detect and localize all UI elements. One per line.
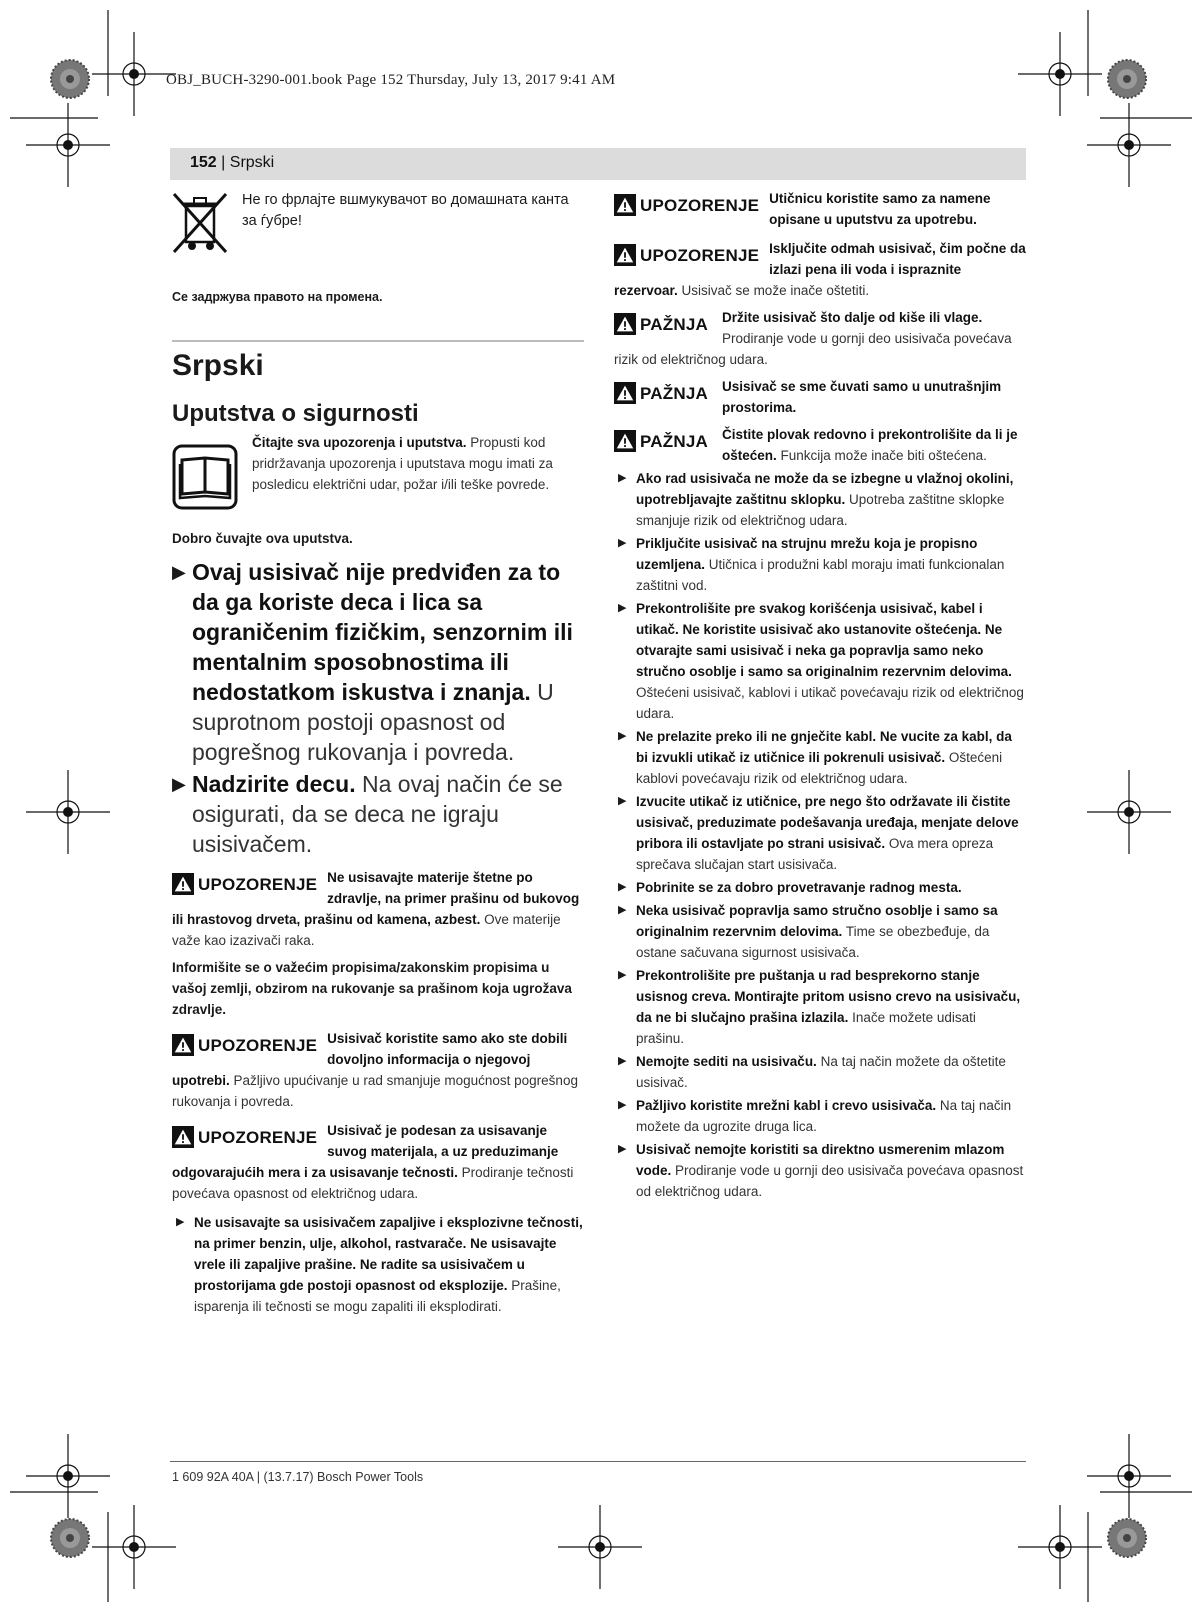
bullet-arrow-icon: ▶ [618, 904, 627, 916]
bullet-item: ▶ Ako rad usisivača ne može da se izbegne u vlažnoj okolini, upotrebljavajte zaštitnu sklopku. Upotreba zaštitne sklopke smanjuje rizik od električnog udara. [614, 468, 1026, 531]
warning-triangle-icon [172, 873, 194, 895]
warning-foam: UPOZORENJE Isključite odmah usisivač, čim počne da izlazi pena ili voda i ispraznite rezervoar. Usisivač se može inače oštetiti. [614, 241, 1026, 298]
safety-title: Uputstva o sigurnosti [172, 400, 419, 427]
page-section: Srpski [229, 154, 275, 171]
big-bullet-children: ▶ Ovaj usisivač nije predviđen za to da ga koriste deca i lica sa ograničenim fizičkim, senzornim ili mentalnim sposobnostima ili nedostatkom iskustva i znanja. U suprotnom postoji opasnost od pogrešnog rukovanja i povreda. [172, 559, 573, 765]
warning-socket: UPOZORENJE Utičnicu koristite samo za namene opisane u uputstvu za upotrebu. [614, 188, 1026, 230]
bullet-arrow-icon: ▶ [618, 602, 627, 614]
bullet-item: ▶ Usisivač nemojte koristiti sa direktno usmerenim mlazom vode. Prodiranje vode u gornji deo usisivača povećava opasnost od električnog udara. [614, 1139, 1026, 1202]
bullet-arrow-icon: ▶ [618, 881, 627, 893]
bullet-item: ▶ Priključite usisivač na strujnu mrežu koja je propisno uzemljena. Utičnica i produžni kabl moraju imati funkcionalan zaštitni vod. [614, 533, 1026, 596]
bullet-item: ▶ Pobrinite se za dobro provetravanje radnog mesta. [614, 877, 1026, 898]
warning-triangle-icon [172, 1034, 194, 1056]
language-title: Srpski [172, 349, 264, 382]
bullet-item: ▶ Izvucite utikač iz utičnice, pre nego što održavate ili čistite usisivač, preduzimate podešavanja uređaja, menjate delove pribora ili ostavljate po strani usisivač. Ova mera opreza sprečava slučajan start usisivača. [614, 791, 1026, 875]
crossed-bin-icon [172, 192, 230, 256]
bullet-arrow-icon: ▶ [618, 1099, 627, 1111]
warning-triangle-icon [614, 313, 636, 335]
warning-instruction: UPOZORENJE Usisivač koristite samo ako ste dobili dovoljno informacija o njegovoj upotrebi. Pažljivo upućivanje u rad smanjuje mogućnost pogrešnog rukovanja i povreda. [172, 1031, 578, 1109]
warning-triangle-icon [614, 244, 636, 266]
bullet-item: ▶ Ne prelazite preko ili ne gnječite kabl. Ne vucite za kabl, da bi izvukli utikač iz utičnice ili pokrenuli usisivač. Oštećeni kablovi povećavaju rizik od električnog udara. [614, 726, 1026, 789]
bullet-item: ▶ Prekontrolišite pre puštanja u rad besprekorno stanje usisnog creva. Montirajte pritom usisno crevo na usisivaču, da ne bi slučajno prašina izlazila. Inače možete udisati prašinu. [614, 965, 1026, 1049]
read-instructions [172, 432, 584, 520]
bullet-item: ▶ Pažljivo koristite mrežni kabl i crevo usisivača. Na taj način možete da ugrozite druga lica. [614, 1095, 1026, 1137]
bullet-arrow-icon: ▶ [618, 969, 627, 981]
read-bold: Čitajte sva upozorenja i uputstva. [252, 435, 467, 450]
bullet-arrow-icon: ▶ [172, 774, 186, 794]
keep-instructions: Dobro čuvajte ova uputstva. [172, 531, 353, 546]
bullet-item: ▶ Neka usisivač popravlja samo stručno osoblje i samo sa originalnim rezervnim delovima. Time se obezbeđuje, da ostane sačuvana sigurnost usisivača. [614, 900, 1026, 963]
bullet-arrow-icon: ▶ [618, 1143, 627, 1155]
warning-triangle-icon [614, 382, 636, 404]
bullet-item: ▶ Prekontrolišite pre svakog korišćenja usisivač, kabel i utikač. Ne koristite usisivač ako ustanovite oštećenja. Ne otvarajte sami usisivač i neka ga popravlja samo neko stručno osoblje i samo sa originalnim rezervnim delovima. Oštećeni usisivač, kablovi i utikač povećavaju rizik od električnog udara. [614, 598, 1026, 724]
bullet-arrow-icon: ▶ [176, 1216, 185, 1228]
warning-liquids: UPOZORENJE Usisivač je podesan za usisavanje suvog materijala, a uz preduzimanje odgovarajućih mera i za usisavanje tečnosti. Prodiranje tečnosti povećava opasnost od električnog udara. [172, 1123, 574, 1201]
section-rule [172, 340, 584, 342]
warning-triangle-icon [614, 430, 636, 452]
bullet-arrow-icon: ▶ [618, 730, 627, 742]
warning-harmful-dust: UPOZORENJE Ne usisavajte materije štetne po zdravlje, na primer prašinu od bukovog ili hrastovog drveta, prašinu od kamena, azbest. Ove materije važe kao izazivači raka. [172, 870, 580, 948]
file-header: OBJ_BUCH-3290-001.book Page 152 Thursday, July 13, 2017 9:41 AM [166, 72, 616, 88]
page-header-bar: 152 | Srpski [170, 148, 1026, 180]
bullet-arrow-icon: ▶ [618, 472, 627, 484]
page-number: 152 [190, 154, 217, 171]
inform-regulations: Informišite se o važećim propisima/zakonskim propisima u vašoj zemlji, obzirom na rukovanje sa prašinom koja ugrožava zdravlje. [172, 960, 572, 1017]
read-text: Propusti kod pridržavanja upozorenja i uputstava mogu imati za posledicu električni udar, požar i/ili teške povrede. [252, 435, 553, 492]
bullet-item: ▶ Nemojte sediti na usisivaču. Na taj način možete da oštetite usisivač. [614, 1051, 1026, 1093]
left-column [172, 190, 584, 1317]
bullet-arrow-icon: ▶ [618, 795, 627, 807]
bullet-arrow-icon: ▶ [172, 562, 186, 582]
caution-rain: PAŽNJA Držite usisivač što dalje od kiše ili vlage. Prodiranje vode u gornji deo usisivača povećava rizik od električnog udara. [614, 310, 1012, 367]
caution-indoors: PAŽNJA Usisivač se sme čuvati samo u unutrašnjim prostorima. [614, 376, 1026, 418]
bullet-arrow-icon: ▶ [618, 537, 627, 549]
disposal-notice [172, 190, 584, 260]
warning-triangle-icon [614, 194, 636, 216]
bullet-arrow-icon: ▶ [618, 1055, 627, 1067]
bullet-flammable: ▶ Ne usisavajte sa usisivačem zapaljive i eksplozivne tečnosti, na primer benzin, ulje, alkohol, rastvarače. Ne usisavajte vrele ili zapaljive prašine. Ne radite sa usisivačem u prostorijama gde postoji opasnost od eksplozije. Prašine, isparenja ili tečnosti se mogu zapaliti ili eksplodirati. [172, 1212, 584, 1317]
right-column [614, 188, 1026, 1202]
reserved-note: Се задржува правото на промена. [172, 290, 383, 304]
footer-text: 1 609 92A 40A | (13.7.17) Bosch Power Tools [172, 1470, 424, 1484]
big-bullet-supervise: ▶ Nadzirite decu. Na ovaj način će se osigurati, da se deca ne igraju usisivačem. [172, 771, 563, 857]
disposal-text: Не го фрлајте вшмукувачот во домашната канта за ѓубре! [242, 192, 569, 229]
read-manual-icon [172, 444, 238, 510]
footer-rule [170, 1461, 1026, 1462]
right-bullet-list [614, 468, 1026, 1202]
caution-float: PAŽNJA Čistite plovak redovno i prekontrolišite da li je oštećen. Funkcija može inače biti oštećena. [614, 424, 1026, 466]
warning-triangle-icon [172, 1126, 194, 1148]
